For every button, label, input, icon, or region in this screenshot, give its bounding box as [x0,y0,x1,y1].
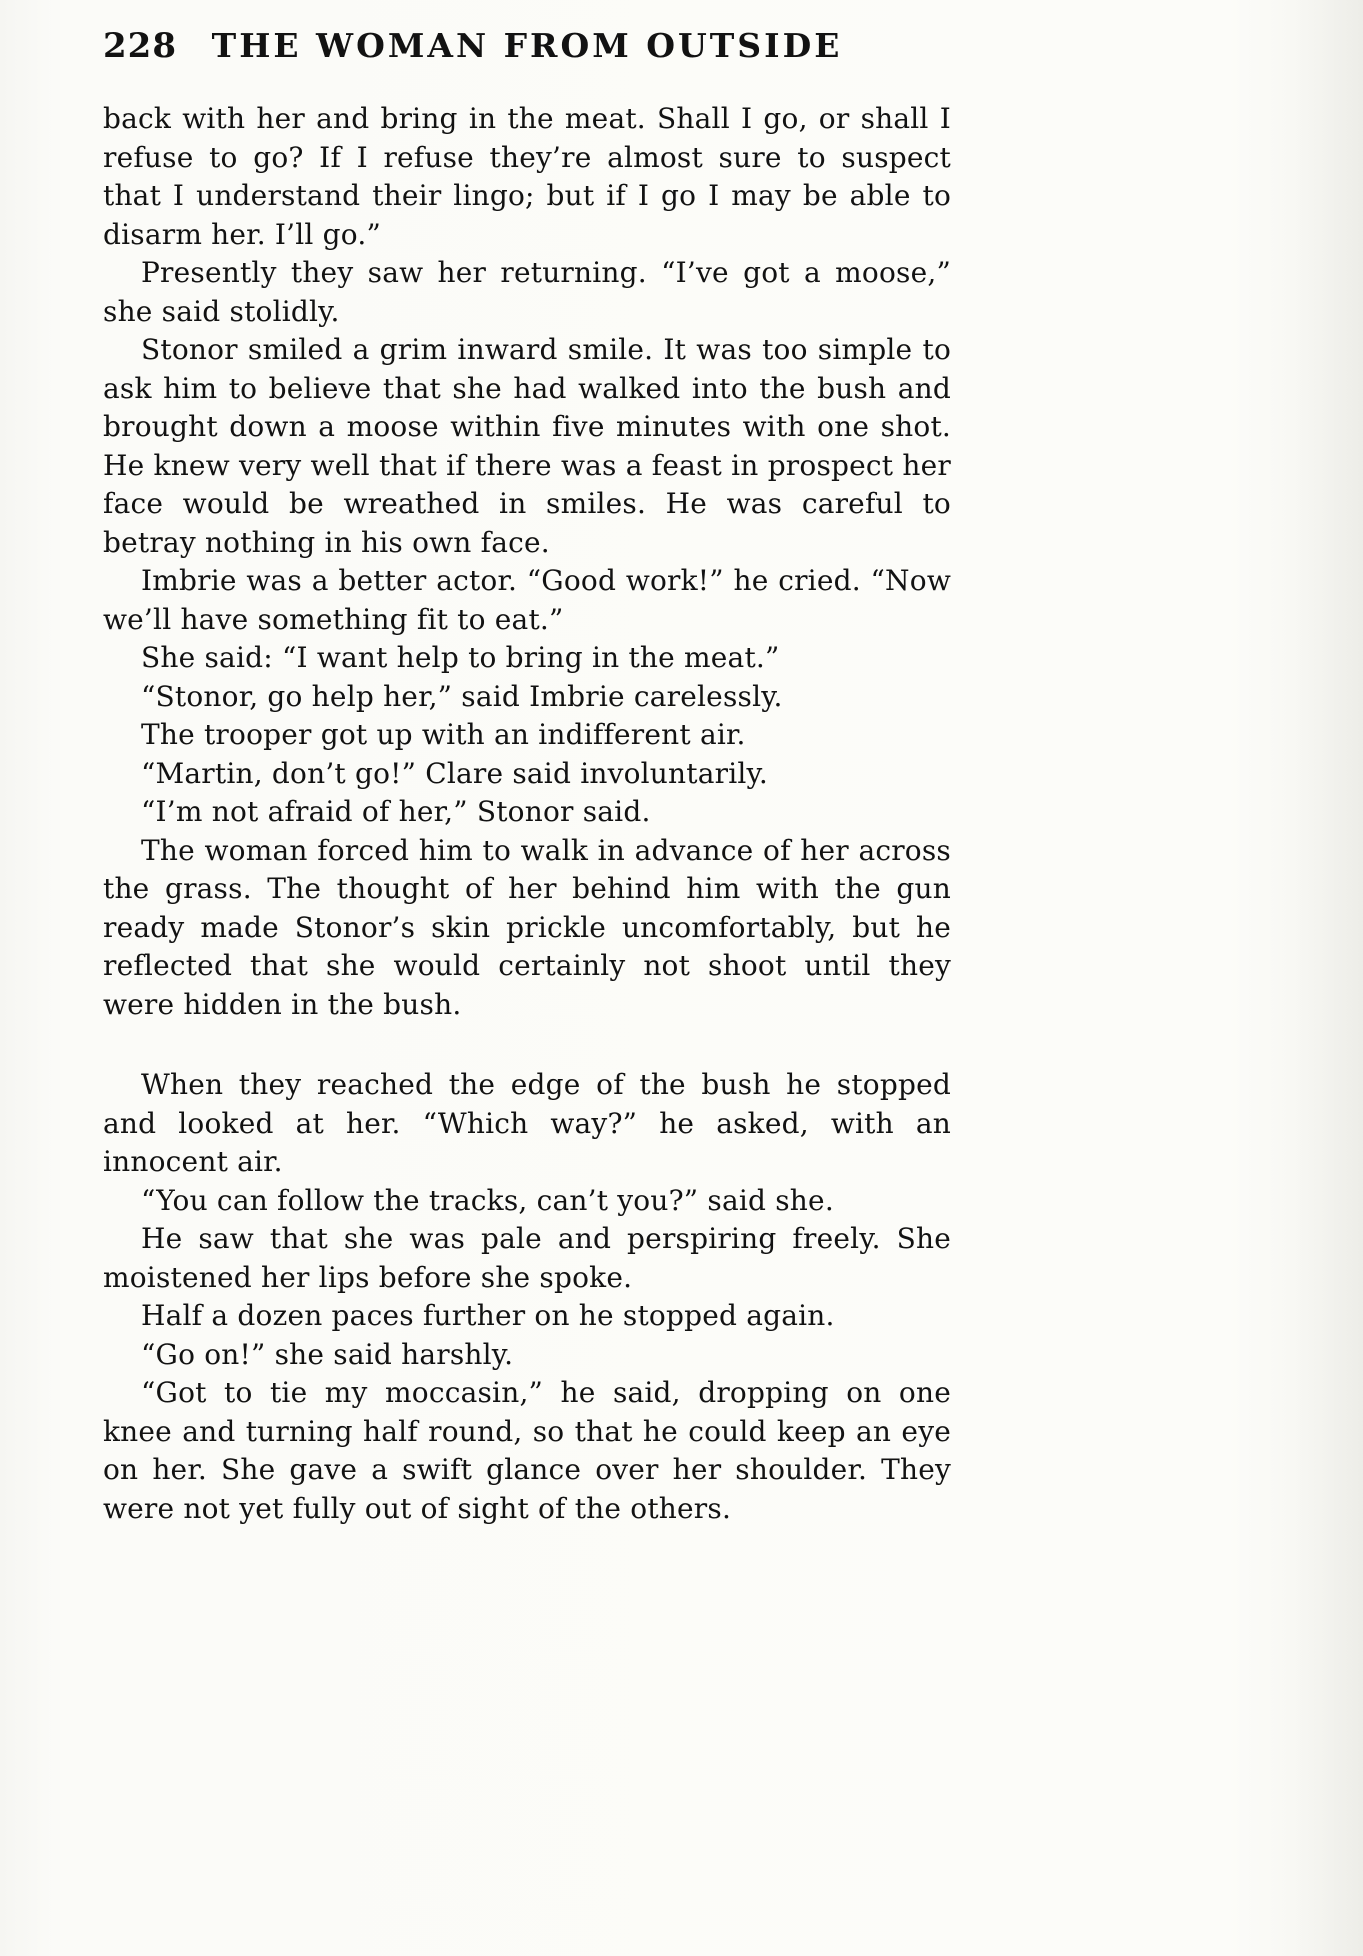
running-title: THE WOMAN FROM OUTSIDE [211,26,843,65]
paragraph: “Got to tie my moccasin,” he said, dropping on one knee and turning half round, so that he could keep an eye on her. She gave a swift glance over her shoulder. They were not yet fully out of sight of the others. [103,1376,951,1525]
paragraph: The trooper got up with an indifferent air. [141,718,746,751]
text-block [103,100,951,1528]
paragraph: “I’m not afraid of her,” Stonor said. [141,795,651,828]
paragraph: back with her and bring in the meat. Shall I go, or shall I refuse to go? If I refuse they’re almost sure to suspect that I understand their lingo; but if I go I may be able to disarm her. I’ll go.” [103,102,951,251]
page-header [103,26,951,78]
paragraph: Imbrie was a better actor. “Good work!” he cried. “Now we’ll have something fit to eat.” [103,564,951,636]
page-content [103,26,951,1528]
paragraph: He saw that she was pale and perspiring freely. She moistened her lips before she spoke. [103,1222,951,1294]
page-number: 228 [103,26,177,66]
scan-edge-shadow [1293,0,1363,1956]
paragraph: Presently they saw her returning. “I’ve got a moose,” she said stolidly. [103,256,951,328]
paragraph: She said: “I want help to bring in the meat.” [141,641,780,674]
paragraph: “Martin, don’t go!” Clare said involuntarily. [141,756,768,790]
paragraph: Half a dozen paces further on he stopped again. [141,1299,835,1332]
paragraph: When they reached the edge of the bush he stopped and looked at her. “Which way?” he asked, with an innocent air. [103,1068,951,1178]
paragraph: “Go on!” she said harshly. [141,1337,514,1371]
paragraph: Stonor smiled a grim inward smile. It was too simple to ask him to believe that she had walked into the bush and brought down a moose within five minutes with one shot. He knew very well that if there was a feast in prospect her face would be wreathed in smiles. He was careful to betray nothing in his own face. [103,333,951,559]
paragraph: “Stonor, go help her,” said Imbrie carelessly. [141,679,783,713]
paragraph: “You can follow the tracks, can’t you?” said she. [141,1183,834,1217]
paragraph: The woman forced him to walk in advance of her across the grass. The thought of her behind him with the gun ready made Stonor’s skin prickle uncomfortably, but he reflected that she would certainly not shoot until they were hidden in the bush. [103,833,951,1021]
